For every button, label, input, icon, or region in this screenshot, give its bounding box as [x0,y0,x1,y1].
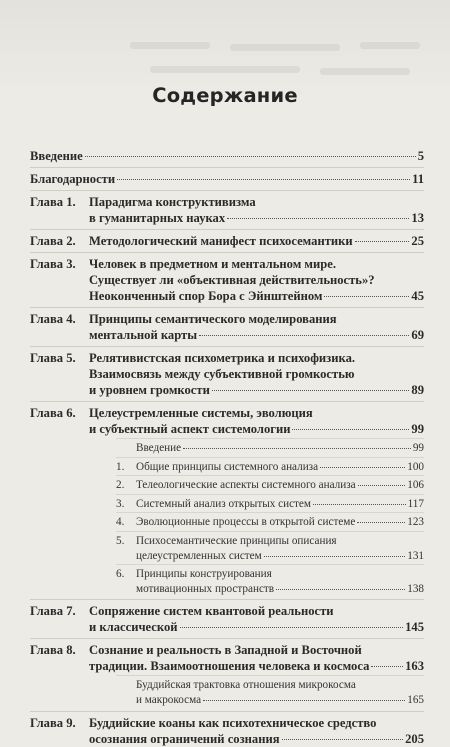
entry-title-line [89,288,424,304]
entry-title-line-text: и субъектный аспект системологии [89,422,291,436]
chapter-label: Глава 7. [30,604,76,619]
entry-divider [30,638,424,639]
page-number: 45 [411,289,424,303]
entry-divider [30,599,424,600]
entry-title-line [136,497,424,512]
subentry-divider [116,675,424,676]
toc-entry [30,350,424,398]
entry-title-line-text: и классической [89,620,178,635]
toc-entry [30,715,424,747]
entry-title [136,515,424,530]
dot-leader [203,700,405,701]
entry-title-line-text: ментальной карты [89,328,198,342]
page-number: 165 [407,693,424,706]
entry-title-line-text: Телеологические аспекты системного анализа [136,479,356,492]
entry-divider [30,190,424,191]
table-of-contents [30,148,424,747]
subentry-divider [116,475,424,476]
subentry-divider [116,564,424,565]
entry-title-line-text: мотивационных пространств [136,582,275,595]
entry-title-line [136,515,424,530]
entry-title-line: Буддийская трактовка отношения микрокосма [136,679,356,692]
entry-title [136,478,424,493]
entry-title-line [30,171,424,187]
entry-divider [30,252,424,253]
page-number: 106 [407,479,424,492]
entry-title-line-text: осознания ограничений сознания [89,731,280,746]
entry-title-line [89,382,424,398]
dot-leader [320,467,405,468]
entry-title-line [136,582,424,597]
page-number: 99 [411,422,424,436]
entry-title-line: Существует ли «объективная действительность»? [89,273,375,287]
toc-entry [30,311,424,343]
toc-entry [30,603,424,635]
entry-title-line [89,658,424,674]
entry-divider [30,167,424,168]
page-number: 117 [407,497,424,510]
entry-title-line-text: в гуманитарных науках [89,211,226,225]
entry-title [89,311,424,343]
subentry-divider [116,531,424,532]
dot-leader [358,485,406,486]
entry-title-line-text: Общие принципы системного анализа [136,460,319,473]
toc-subentry [30,497,424,512]
toc-entry [30,256,424,304]
entry-title-line: Принципы семантического моделирования [89,312,337,326]
entry-title [30,171,424,187]
toc-entry [30,194,424,226]
entry-title-line-text: и макрокосма [136,693,202,706]
page-number: 5 [417,149,424,163]
chapter-label: Глава 5. [30,351,76,365]
entry-title [89,350,424,398]
entry-divider [30,307,424,308]
dot-leader [117,179,410,180]
dot-leader [85,156,416,157]
page-number: 89 [411,383,424,397]
subentry-divider [116,438,424,439]
entry-divider [30,229,424,230]
entry-title-line [136,693,424,708]
entry-title-line [89,421,424,437]
entry-divider [30,346,424,347]
dot-leader [276,589,405,590]
dot-leader [371,666,403,667]
dot-leader [292,429,409,430]
subentry-divider [116,494,424,495]
dot-leader [282,739,404,740]
entry-title-line: Целеустремленные системы, эволюция [89,406,313,420]
chapter-label: Глава 9. [30,715,76,730]
entry-title-line-text: Введение [30,149,83,163]
page-number: 100 [407,460,424,473]
toc-subentry [30,441,424,456]
dot-leader [357,522,405,523]
toc-entry [30,171,424,187]
section-number: 2. [116,479,125,492]
chapter-label: Глава 3. [30,257,76,271]
page-number: 138 [407,582,424,595]
chapter-label: Глава 1. [30,195,76,209]
entry-title [89,715,424,747]
dot-leader [183,448,411,449]
entry-title-line: Психосемантические принципы описания [136,534,337,547]
entry-title [89,642,424,674]
entry-title-line: Релятивистская психометрика и психофизика. [89,351,356,365]
chapter-label: Глава 8. [30,643,76,658]
dot-leader [199,335,409,336]
entry-title-line-text: и уровнем громкости [89,383,210,397]
toc-subentry [30,678,424,707]
chapter-label: Глава 6. [30,406,76,420]
toc-subentry [30,567,424,596]
chapter-label: Глава 2. [30,234,76,248]
dot-leader [180,627,404,628]
entry-title-line [89,327,424,343]
dot-leader [355,241,410,242]
entry-title-line: Взаимосвязь между субъективной громкостью [89,367,355,381]
page-number: 163 [405,659,424,674]
page-number: 13 [411,211,424,225]
entry-title-line-text: Методологический манифест психосемантики [89,234,353,248]
toc-entry [30,148,424,164]
page-number: 69 [411,328,424,342]
page-title: Содержание [152,84,298,107]
entry-title-line [89,233,424,249]
entry-title [89,603,424,635]
page-number: 99 [412,442,424,454]
entry-title-line [30,148,424,164]
entry-title-line [89,210,424,226]
toc-entry [30,233,424,249]
section-number: 5. [116,534,125,547]
entry-title [136,534,424,563]
entry-title-line: Принципы конструирования [136,568,272,581]
page-number: 131 [407,549,424,562]
chapter-label: Глава 4. [30,312,76,326]
page-number: 11 [412,172,424,186]
entry-title [89,405,424,437]
dot-leader [212,390,410,391]
entry-title-line [136,460,424,475]
entry-title [136,460,424,475]
entry-title-line [89,731,424,747]
section-number: 4. [116,516,125,529]
page-number: 145 [405,620,424,635]
page-number: 123 [407,516,424,529]
entry-title-line: Парадигма конструктивизма [89,195,256,209]
entry-title-line [136,441,424,456]
toc-entry [30,405,424,437]
entry-title-line-text: традиции. Взаимоотношения человека и космоса [89,659,370,674]
entry-title-line: Буддийские коаны как психотехническое средство [89,715,377,730]
entry-title-line: Сознание и реальность в Западной и Восточной [89,643,362,658]
toc-subentry [30,478,424,493]
entry-title-line-text: целеустремленных систем [136,549,262,562]
entry-title [30,148,424,164]
section-number: 6. [116,568,125,581]
toc-subentry [30,534,424,563]
entry-title [89,256,424,304]
entry-title-line-text: Введение [136,442,182,454]
entry-title [136,678,424,707]
entry-title [89,233,424,249]
dot-leader [313,504,406,505]
dot-leader [264,556,405,557]
entry-title [136,497,424,512]
entry-title-line-text: Благодарности [30,172,116,186]
toc-entry [30,642,424,674]
entry-title-line-text: Неоконченный спор Бора с Эйнштейном [89,289,323,303]
entry-title-line [89,619,424,635]
entry-title-line [136,549,424,564]
entry-title-line: Сопряжение систем квантовой реальности [89,604,334,619]
section-number: 3. [116,497,125,510]
subentry-divider [116,457,424,458]
entry-title-line-text: Эволюционные процессы в открытой системе [136,516,356,529]
entry-title [136,441,424,456]
dot-leader [324,296,409,297]
entry-title-line [136,478,424,493]
toc-subentry [30,460,424,475]
entry-title-line-text: Системный анализ открытых систем [136,497,311,510]
entry-title-line: Человек в предметном и ментальном мире. [89,257,336,271]
subentry-divider [116,512,424,513]
entry-divider [30,401,424,402]
section-number: 1. [116,460,125,473]
dot-leader [227,218,409,219]
entry-title [136,567,424,596]
page-number: 25 [411,234,424,248]
entry-title [89,194,424,226]
entry-divider [30,711,424,712]
toc-subentry [30,515,424,530]
page-number: 205 [405,731,424,746]
